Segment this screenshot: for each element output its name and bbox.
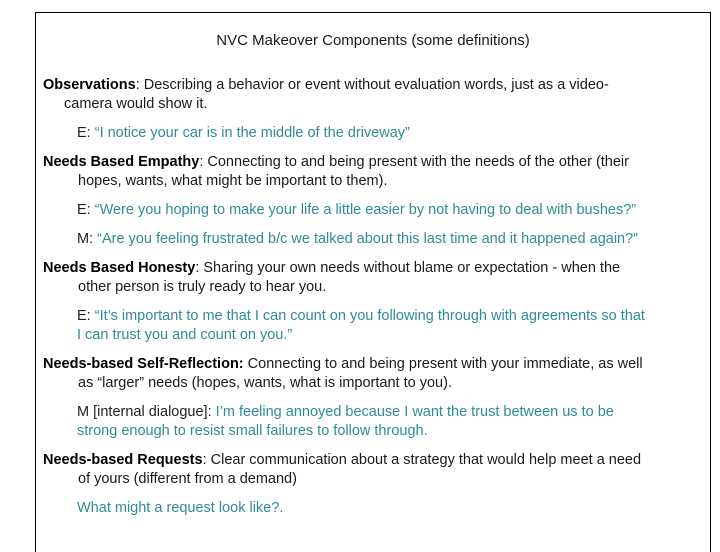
definition-observations bbox=[43, 76, 707, 114]
example-self-reflection bbox=[77, 403, 707, 441]
example-prefix: E: bbox=[77, 202, 95, 218]
term-requests: Needs-based Requests bbox=[43, 452, 203, 468]
term-empathy: Needs Based Empathy bbox=[43, 154, 200, 170]
page-title: NVC Makeover Components (some definitions) bbox=[216, 32, 530, 49]
definition-self-reflection bbox=[43, 355, 707, 393]
example-text: What might a request look like?. bbox=[77, 500, 284, 516]
definition-text: : Connecting to and being present with the needs of the other (their bbox=[199, 154, 629, 170]
example-prefix: M: bbox=[77, 231, 98, 247]
definition-text-cont: as “larger” needs (hopes, wants, what is important to you). bbox=[78, 375, 452, 391]
example-honesty bbox=[77, 307, 707, 345]
term-self-reflection: Needs-based Self-Reflection: bbox=[43, 356, 244, 372]
example-text: “I notice your car is in the middle of the driveway” bbox=[94, 125, 410, 141]
example-text: “Are you feeling frustrated b/c we talked about this last time and it happened again?” bbox=[97, 231, 638, 247]
example-text-cont: strong enough to resist small failures to follow through. bbox=[77, 423, 428, 439]
example-text: “It’s important to me that I can count on you following through with agreements so that bbox=[94, 308, 645, 324]
definition-text: : Clear communication about a strategy that would help meet a need bbox=[202, 452, 642, 468]
definition-empathy bbox=[43, 153, 707, 191]
term-honesty: Needs Based Honesty bbox=[43, 260, 196, 276]
example-empathy-2 bbox=[77, 230, 707, 249]
example-observations bbox=[77, 124, 707, 143]
example-prefix: E: bbox=[77, 308, 95, 324]
example-prefix: E: bbox=[77, 125, 95, 141]
definition-text: : Describing a behavior or event without evaluation words, just as a video- bbox=[135, 77, 609, 93]
definition-text-cont: camera would show it. bbox=[64, 96, 208, 112]
example-prefix: M [internal dialogue]: bbox=[77, 404, 216, 420]
definition-requests bbox=[43, 451, 707, 489]
definition-text: : Sharing your own needs without blame or expectation - when the bbox=[195, 260, 621, 276]
definition-honesty bbox=[43, 259, 707, 297]
example-requests bbox=[77, 499, 707, 518]
definition-text-cont: other person is truly ready to hear you. bbox=[78, 279, 327, 295]
definition-text: Connecting to and being present with your immediate, as well bbox=[243, 356, 643, 372]
example-text-cont: I can trust you and count on you.” bbox=[77, 327, 293, 343]
term-observations: Observations bbox=[43, 77, 136, 93]
example-text: I’m feeling annoyed because I want the trust between us to be bbox=[215, 404, 614, 420]
example-text: “Were you hoping to make your life a little easier by not having to deal with bushes?” bbox=[94, 202, 637, 218]
definition-text-cont: of yours (different from a demand) bbox=[78, 471, 297, 487]
example-empathy-1 bbox=[77, 201, 707, 220]
document-page bbox=[35, 12, 711, 552]
definition-text-cont: hopes, wants, what might be important to them). bbox=[78, 173, 388, 189]
